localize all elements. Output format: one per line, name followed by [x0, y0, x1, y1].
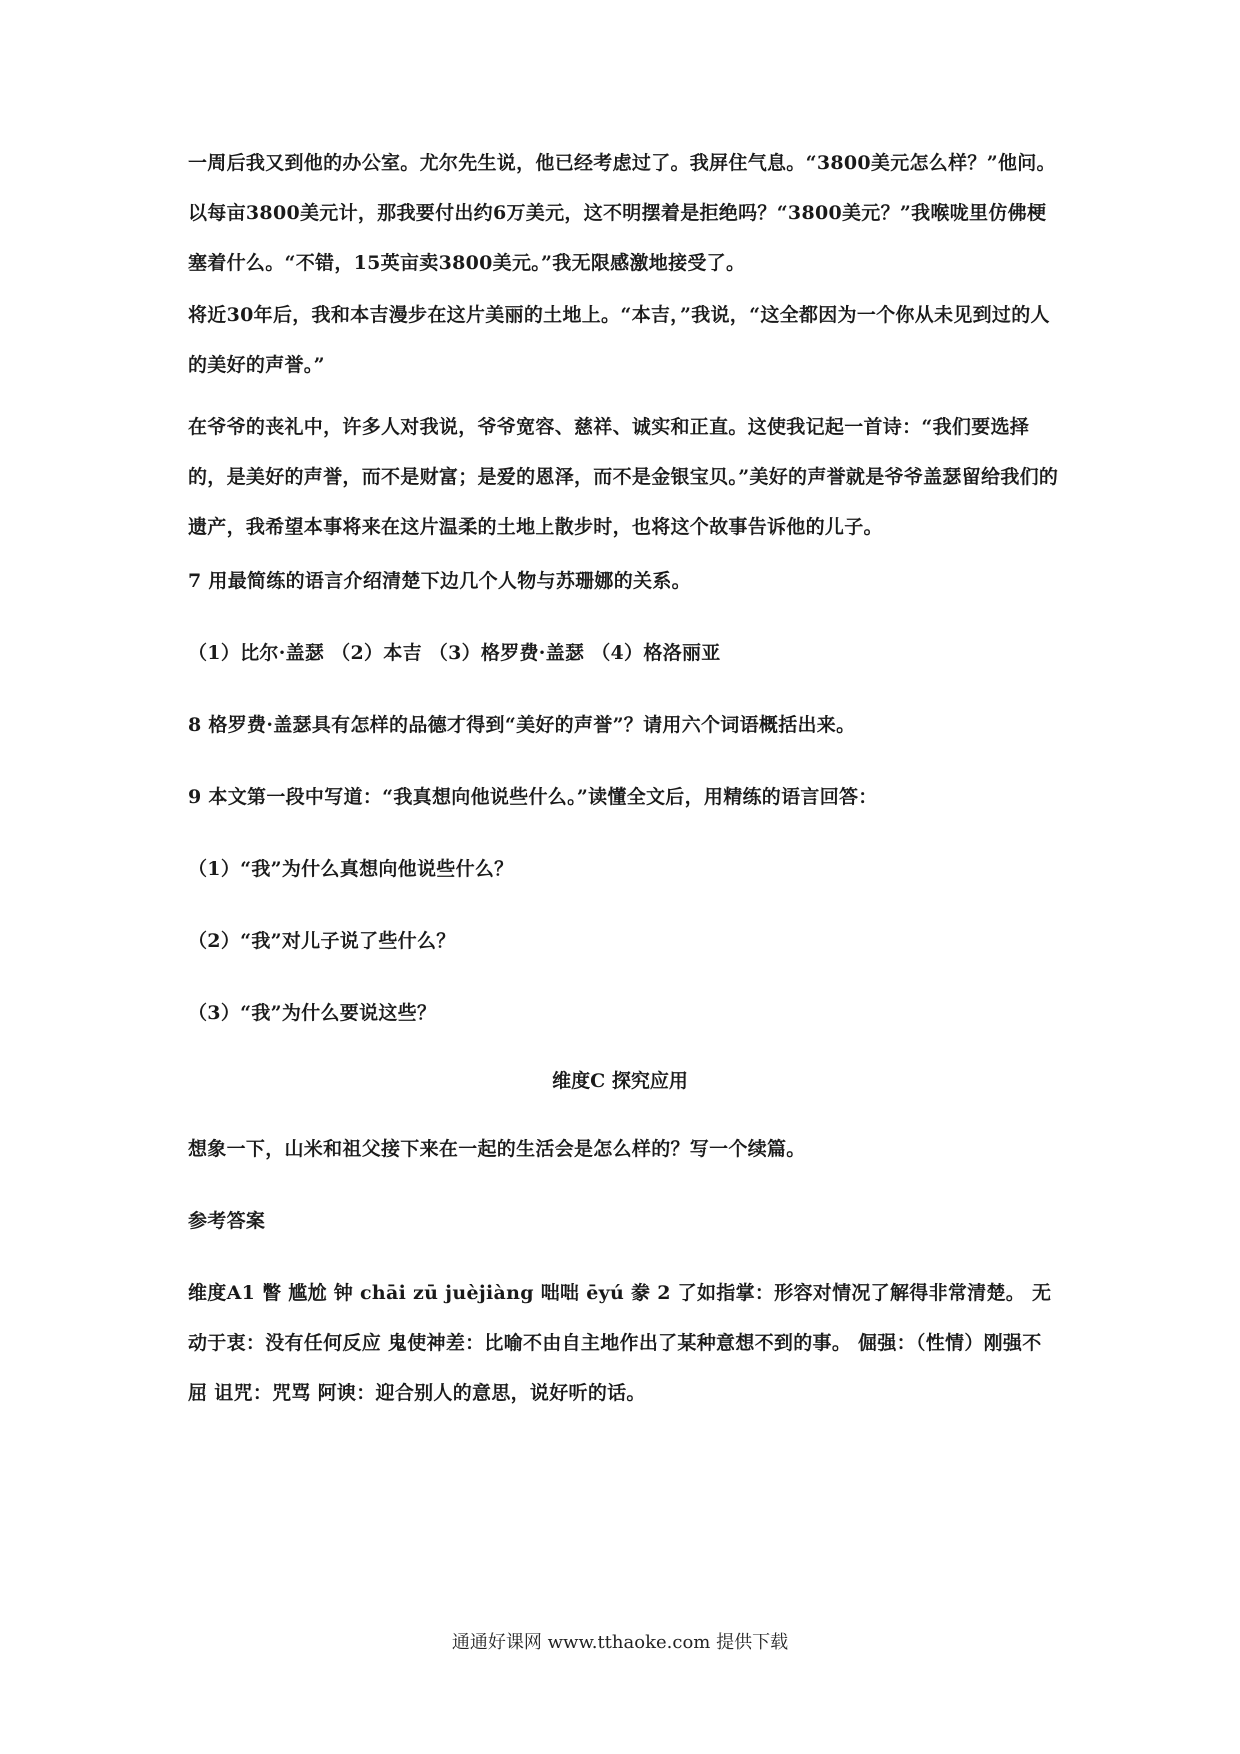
question-9-part-2: （2）“我”对儿子说了些什么？ — [188, 930, 456, 952]
story-paragraph-2: 将近30年后，我和本吉漫步在这片美丽的土地上。“本吉，”我说，“这全都因为一个你从未见到过的人的美好的声誉。” — [188, 304, 1050, 376]
question-8: 8 格罗费·盖瑟具有怎样的品德才得到“美好的声誉”？请用六个词语概括出来。 — [188, 714, 856, 736]
section-heading: 维度C 探究应用 — [552, 1070, 688, 1092]
question-9-part-3: （3）“我”为什么要说这些？ — [188, 1002, 437, 1024]
question-7-options: （1）比尔·盖瑟 （2）本吉 （3）格罗费·盖瑟 （4）格洛丽亚 — [188, 642, 721, 664]
story-paragraph-3: 在爷爷的丧礼中，许多人对我说，爷爷宽容、慈祥、诚实和正直。这使我记起一首诗：“我们要选择的，是美好的声誉，而不是财富；是爱的恩泽，而不是金银宝贝。”美好的声誉就是爷爷盖瑟留给我们的遗产，我希望本事将来在这片温柔的土地上散步时，也将这个故事告诉他的儿子。 — [188, 416, 1059, 538]
answers-text: 维度A1 瞥 尴尬 钟 chāi zū juèjiàng 咄咄 ēyú 豢 2 了如指掌：形容对情况了解得非常清楚。 无动于衷：没有任何反应 鬼使神差：比喻不由自主地作出了某种意想不到的事。 倔强：（性情）刚强不屈 诅咒：咒骂 阿谀：迎合别人的意思，说好听的话。 — [188, 1282, 1052, 1404]
section-prompt: 想象一下，山米和祖父接下来在一起的生活会是怎么样的？写一个续篇。 — [188, 1138, 806, 1160]
page-footer: 通通好课网 www.tthaoke.com 提供下载 — [451, 1632, 789, 1653]
question-9: 9 本文第一段中写道：“我真想向他说些什么。”读懂全文后，用精练的语言回答： — [188, 786, 878, 808]
story-paragraph-1: 一周后我又到他的办公室。尤尔先生说，他已经考虑过了。我屏住气息。“3800美元怎么样？”他问。以每亩3800美元计，那我要付出约6万美元，这不明摆着是拒绝吗？“3800美元？”我喉咙里仿佛梗塞着什么。“不错，15英亩卖3800美元。”我无限感激地接受了。 — [188, 152, 1056, 274]
question-7: 7 用最简练的语言介绍清楚下边几个人物与苏珊娜的关系。 — [188, 570, 691, 592]
question-9-part-1: （1）“我”为什么真想向他说些什么？ — [188, 858, 514, 880]
answers-heading: 参考答案 — [188, 1210, 266, 1232]
